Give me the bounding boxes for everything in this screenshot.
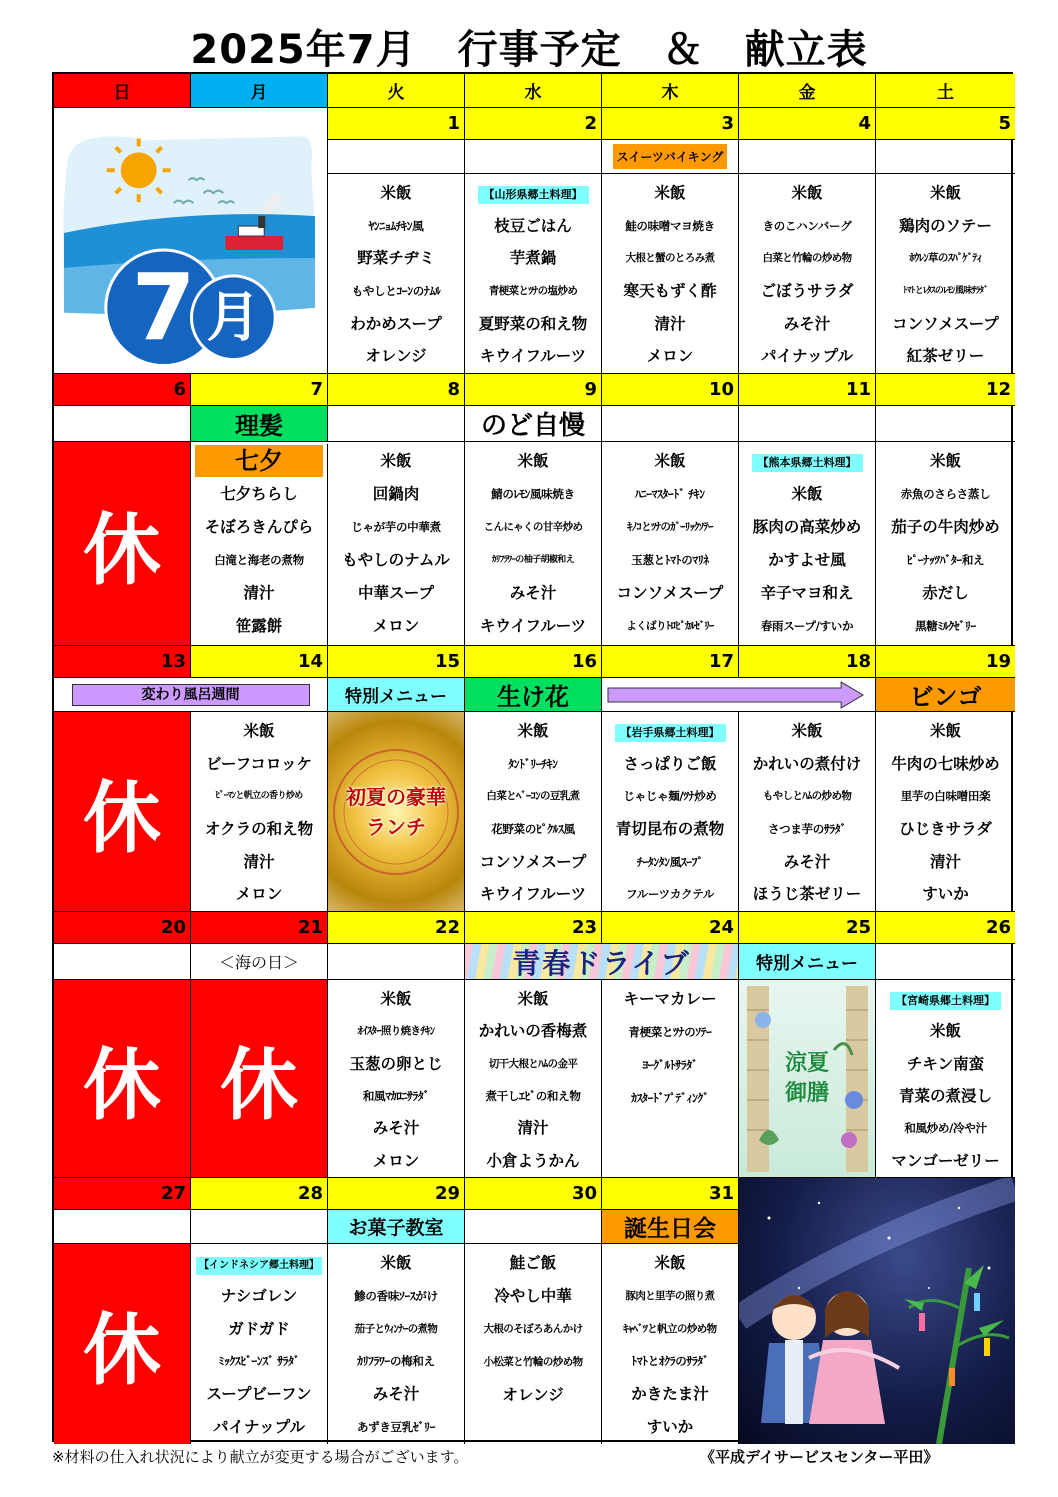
date-31: 31 [602, 1178, 739, 1210]
menu-item: 米飯 [929, 1022, 961, 1041]
menu-item: かれいの煮付け [752, 754, 862, 773]
date-29: 29 [328, 1178, 465, 1210]
event-singing-contest: のど自慢 [465, 406, 602, 442]
menu-jul-30 [465, 1244, 602, 1444]
date-27: 27 [54, 1178, 191, 1210]
event-cell-20 [54, 944, 191, 980]
menu-item: 小松菜と竹輪の炒め物 [483, 1356, 583, 1368]
menu-item: オクラの和え物 [204, 820, 314, 839]
event-cell-3 [602, 140, 739, 174]
event-birthday-party: 誕生日会 [602, 1210, 739, 1244]
date-10: 10 [602, 374, 739, 406]
menu-item: こんにゃくの甘辛炒め [483, 521, 583, 533]
closed-day-20: 休 [54, 980, 191, 1178]
menu-item: ﾊﾆｰﾏｽﾀｰﾄﾞ ﾁｷﾝ [635, 487, 705, 501]
menu-item: 清汁 [654, 314, 686, 333]
menu-item: みそ汁 [372, 1119, 420, 1138]
event-sweets-buffet: スイーツバイキング [613, 144, 728, 169]
menu-item: 里芋の白味噌田楽 [900, 789, 991, 804]
menu-item: 米飯 [380, 1254, 412, 1272]
menu-item: フルーツカクテル [625, 887, 715, 902]
month-badge-number: 7 [131, 254, 196, 362]
arrow-right-icon [602, 678, 875, 712]
menu-item: ﾖｰｸﾞﾙﾄｻﾗﾀﾞ [642, 1058, 698, 1072]
menu-item: さつま芋のｻﾗﾀﾞ [767, 822, 847, 837]
event-youth-drive: 青春ドライブ [465, 944, 739, 980]
weekday-fri: 金 [739, 74, 876, 108]
menu-item: 米飯 [929, 722, 961, 740]
menu-item: 青梗菜とﾂﾅのｿﾃｰ [628, 1025, 712, 1039]
menu-item: さっぱりご飯 [623, 754, 717, 773]
calendar-grid [52, 72, 1013, 1442]
menu-jul-2 [465, 174, 602, 374]
july-illustration [54, 108, 328, 374]
menu-item: もやしとｺｰﾝのﾅﾑﾙ [351, 284, 441, 299]
menu-item: 枝豆ごはん [494, 216, 572, 235]
sun-sea-illustration [54, 108, 327, 374]
menu-item: パイナップル [212, 1418, 306, 1437]
menu-item: ナシゴレン [220, 1286, 298, 1305]
menu-item: 茄子とｳｨﾝﾅｰの煮物 [354, 1322, 438, 1335]
bath-week-cell [54, 678, 328, 712]
menu-item: 笹露餅 [235, 617, 283, 635]
date-21: 21 [191, 912, 328, 944]
weekday-wed: 水 [465, 74, 602, 108]
menu-item: 米飯 [517, 990, 549, 1008]
event-cell-30 [465, 1210, 602, 1244]
menu-jul-26 [876, 980, 1015, 1178]
event-bingo: ビンゴ [876, 678, 1015, 712]
menu-item: 米飯 [380, 452, 412, 470]
menu-jul-28 [191, 1244, 328, 1444]
date-2: 2 [465, 108, 602, 140]
menu-item: オレンジ [502, 1386, 564, 1404]
menu-item: メロン [646, 347, 694, 366]
date-3: 3 [602, 108, 739, 140]
weekday-mon: 月 [191, 74, 328, 108]
event-special-menu-25: 特別メニュー [739, 944, 876, 980]
event-tanabata: 七夕 [195, 445, 323, 477]
cool-summer-set-art [739, 980, 876, 1178]
tanabata-cell [191, 444, 328, 478]
menu-item: ﾄﾏﾄとｵｸﾗのｻﾗﾀﾞ [631, 1354, 709, 1369]
menu-item: 寒天もずく酢 [623, 282, 717, 301]
menu-item: コンソメスープ [892, 314, 999, 333]
menu-item: 白菜と竹輪の炒め物 [762, 252, 852, 265]
scroll-art-line: 涼夏 [784, 1050, 829, 1076]
menu-item: 米飯 [929, 184, 961, 202]
menu-item: ﾄﾏﾄとﾚﾀｽのﾚﾓﾝ風味ｻﾗﾀﾞ [903, 286, 988, 297]
menu-item: ほうじ茶ゼリー [752, 885, 862, 904]
menu-item: 米飯 [380, 990, 412, 1008]
menu-jul-3 [602, 174, 739, 374]
menu-item: 小倉ようかん [486, 1151, 580, 1170]
weekday-sun: 日 [54, 74, 191, 108]
menu-item: 中華スープ [358, 584, 434, 602]
menu-item: ガドガド [228, 1319, 290, 1338]
menu-item: みそ汁 [509, 584, 557, 602]
menu-item: 青菜の煮浸し [898, 1086, 992, 1105]
menu-item: マンゴーゼリー [891, 1151, 1000, 1170]
menu-jul-10 [602, 442, 739, 646]
menu-item: かすよせ風 [768, 551, 846, 569]
menu-item: 鯖のﾚﾓﾝ風味焼き [491, 487, 575, 501]
regional-cuisine-tag: 【熊本県郷土料理】 [752, 454, 863, 472]
ikebana-arrow-cell [602, 678, 876, 712]
tanabata-couple-illustration [739, 1178, 1015, 1444]
menu-item: メロン [235, 885, 283, 904]
regional-cuisine-tag: 【インドネシア郷土料理】 [196, 1257, 322, 1275]
closed-day-21: 休 [191, 980, 328, 1178]
date-15: 15 [328, 646, 465, 678]
menu-item: あずき豆乳ｾﾞﾘｰ [356, 1420, 436, 1435]
menu-item: 和風炒め/冷や汁 [904, 1121, 987, 1136]
menu-item: メロン [372, 1151, 420, 1170]
menu-item: かれいの香梅煮 [478, 1022, 588, 1041]
date-20: 20 [54, 912, 191, 944]
date-19: 19 [876, 646, 1015, 678]
menu-item: ﾁｰﾀﾝﾀﾝ風ｽｰﾌﾟ [637, 854, 703, 869]
date-11: 11 [739, 374, 876, 406]
menu-item: もやしとﾊﾑの炒め物 [762, 790, 852, 803]
menu-jul-14 [191, 712, 328, 912]
menu-item: キウイフルーツ [479, 617, 587, 635]
menu-item: ﾀﾝﾄﾞﾘｰﾁｷﾝ [508, 756, 558, 771]
menu-item: オレンジ [365, 347, 427, 366]
menu-item: わかめスープ [350, 314, 442, 333]
menu-item: 清汁 [929, 852, 961, 871]
date-7: 7 [191, 374, 328, 406]
menu-item: 米飯 [791, 184, 823, 202]
date-24: 24 [602, 912, 739, 944]
menu-item: 清汁 [243, 584, 275, 602]
menu-item: もやしのナムル [342, 551, 450, 569]
menu-item: ｶﾘﾌﾗﾜｰの柚子胡椒和え [491, 555, 575, 565]
menu-jul-29 [328, 1244, 465, 1444]
date-12: 12 [876, 374, 1015, 406]
event-ikebana: 生け花 [465, 678, 602, 712]
footer-note: ※材料の仕入れ状況により献立が変更する場合がございます。 [52, 1448, 469, 1466]
menu-jul-8 [328, 442, 465, 646]
menu-item: 花野菜のﾋﾟｸﾙｽ風 [491, 822, 575, 837]
tanabata-illustration [739, 1178, 1015, 1444]
menu-jul-12 [876, 442, 1015, 646]
date-4: 4 [739, 108, 876, 140]
page-title: 2025年7月 行事予定 ＆ 献立表 [190, 27, 868, 73]
menu-jul-16 [465, 712, 602, 912]
menu-item: 青梗菜とﾂﾅの塩炒め [488, 285, 578, 298]
regional-cuisine-tag: 【山形県郷土料理】 [478, 186, 589, 204]
event-cell-5 [876, 140, 1015, 174]
facility-name: 《平成デイサービスセンター平田》 [700, 1448, 939, 1466]
date-1: 1 [328, 108, 465, 140]
event-marine-day: ＜海の日＞ [191, 944, 328, 980]
menu-item: 切干大根とﾊﾑの金平 [488, 1057, 578, 1070]
event-haircut: 理髪 [191, 406, 328, 442]
menu-item: 清汁 [243, 852, 275, 871]
menu-item: ごぼうサラダ [760, 282, 854, 301]
menu-item: 七夕ちらし [220, 485, 298, 503]
menu-item: 辛子マヨ和え [760, 584, 854, 602]
menu-item: 米飯 [929, 452, 961, 470]
menu-item: 夏野菜の和え物 [478, 314, 588, 333]
event-cell-10 [602, 406, 739, 442]
menu-item: みそ汁 [783, 314, 831, 333]
menu-item: すいか [922, 885, 969, 904]
menu-item: ｶｽﾀｰﾄﾞﾌﾟﾃﾞｨﾝｸﾞ [631, 1091, 709, 1105]
menu-item: 豚肉の高菜炒め [752, 518, 862, 536]
event-cell-4 [739, 140, 876, 174]
menu-item: ﾋﾟｰﾏﾝと帆立の香り炒め [215, 791, 303, 802]
menu-item: 米飯 [517, 452, 549, 470]
date-6: 6 [54, 374, 191, 406]
menu-item: 青切昆布の煮物 [615, 820, 725, 839]
menu-item: 大根のそぼろあんかけ [483, 1323, 583, 1335]
menu-item: 米飯 [791, 722, 823, 740]
menu-item: 紅茶ゼリー [906, 347, 985, 366]
date-13: 13 [54, 646, 191, 678]
menu-jul-18 [739, 712, 876, 912]
menu-jul-7 [191, 478, 328, 646]
menu-item: ｵｲｽﾀｰ照り焼きﾁｷﾝ [357, 1025, 435, 1038]
date-9: 9 [465, 374, 602, 406]
menu-item: ひじきサラダ [899, 820, 992, 839]
event-cell-8 [328, 406, 465, 442]
event-cell-22 [328, 944, 465, 980]
menu-item: 鮭ご飯 [509, 1254, 557, 1272]
menu-item: みそ汁 [783, 852, 831, 871]
menu-item: よくばりﾄﾛﾋﾟｶﾙｾﾞﾘｰ [626, 620, 714, 632]
menu-item: コンソメスープ [479, 852, 587, 871]
menu-item: 赤だし [922, 584, 969, 602]
menu-item: パイナップル [760, 347, 854, 366]
menu-item: そぼろきんぴら [204, 518, 314, 536]
menu-item: ﾐｯｸｽﾋﾞｰﾝｽﾞ ｻﾗﾀﾞ [218, 1354, 300, 1369]
closed-day-13: 休 [54, 712, 191, 912]
menu-jul-9 [465, 442, 602, 646]
menu-jul-5 [876, 174, 1015, 374]
menu-jul-24 [602, 980, 739, 1178]
weekday-tue: 火 [328, 74, 465, 108]
menu-item: 米飯 [654, 184, 686, 202]
menu-item: 鶏肉のソテー [899, 216, 992, 235]
menu-item: コンソメスープ [616, 584, 724, 602]
menu-item: 玉葱の卵とじ [349, 1054, 443, 1073]
menu-item: 白菜とﾍﾞｰｺﾝの豆乳煮 [486, 790, 580, 803]
menu-item: キウイフルーツ [479, 885, 587, 904]
menu-item: メロン [372, 617, 420, 635]
menu-item: 大根と蟹のとろみ煮 [625, 252, 715, 265]
menu-item: 冷やし中華 [494, 1287, 572, 1305]
event-cell-12 [876, 406, 1015, 442]
menu-item: 白滝と海老の煮物 [214, 553, 304, 567]
menu-item: 米飯 [791, 485, 823, 503]
menu-item: 和風ﾏｶﾛﾆｻﾗﾀﾞ [362, 1088, 430, 1103]
menu-item: ｷﾉｺとﾂﾅのｶﾞｰﾘｯｸｿﾃｰ [627, 521, 713, 533]
menu-item: じゃが芋の中華煮 [351, 520, 441, 534]
menu-item: チキン南蛮 [906, 1054, 985, 1073]
date-8: 8 [328, 374, 465, 406]
lunch-art-line: ランチ [366, 814, 426, 839]
menu-item: 鯵の香味ｿｰｽがけ [354, 1288, 438, 1303]
menu-jul-31 [602, 1244, 739, 1444]
menu-item: 春雨スープ/すいか [760, 619, 854, 633]
menu-jul-17 [602, 712, 739, 912]
menu-item: みそ汁 [372, 1385, 420, 1404]
menu-item: 芋煮鍋 [509, 249, 557, 268]
event-cell-26 [876, 944, 1015, 980]
menu-item: 茄子の牛肉炒め [891, 518, 1000, 536]
closed-day-27: 休 [54, 1244, 191, 1444]
date-30: 30 [465, 1178, 602, 1210]
menu-item: 黒糖ﾐﾙｸｾﾞﾘｰ [915, 619, 976, 633]
menu-item: かきたま汁 [631, 1385, 709, 1404]
date-18: 18 [739, 646, 876, 678]
menu-item: ビーフコロッケ [205, 754, 313, 773]
event-special-menu-15: 特別メニュー [328, 678, 465, 712]
closed-day-6: 休 [54, 442, 191, 646]
menu-item: きのこハンバーグ [762, 218, 852, 233]
menu-item: 米飯 [654, 452, 686, 470]
menu-item: キーマカレー [623, 990, 717, 1008]
weekday-sat: 土 [876, 74, 1015, 108]
menu-item: 豚肉と里芋の照り煮 [625, 1289, 715, 1302]
menu-item: 野菜チヂミ [357, 249, 435, 268]
date-5: 5 [876, 108, 1015, 140]
menu-item: 回鍋肉 [372, 485, 420, 503]
menu-jul-11 [739, 442, 876, 646]
bamboo-icon [904, 1265, 1009, 1444]
date-16: 16 [465, 646, 602, 678]
month-badge-unit: 月 [206, 285, 261, 349]
event-cell-1 [328, 140, 465, 174]
menu-item: すいか [646, 1418, 694, 1437]
menu-item: 牛肉の七味炒め [891, 754, 1000, 773]
menu-jul-4 [739, 174, 876, 374]
weekday-thu: 木 [602, 74, 739, 108]
menu-item: 玉葱とﾄﾏﾄのﾏﾘﾈ [631, 553, 709, 567]
event-bath-week: 変わり風呂週間 [72, 684, 310, 706]
menu-jul-23 [465, 980, 602, 1178]
event-cell-28 [191, 1210, 328, 1244]
menu-jul-1 [328, 174, 465, 374]
date-28: 28 [191, 1178, 328, 1210]
menu-item: じゃじゃ麺/ﾂﾅ炒め [623, 789, 717, 804]
date-26: 26 [876, 912, 1015, 944]
scroll-art-line: 御膳 [784, 1080, 829, 1106]
lunch-art-line: 初夏の豪華 [346, 784, 446, 809]
event-cell-11 [739, 406, 876, 442]
menu-item: 赤魚のさらさ蒸し [900, 487, 991, 501]
menu-item: 清汁 [517, 1119, 549, 1138]
menu-item: 鮭の味噌マヨ焼き [625, 218, 715, 233]
event-cell-2 [465, 140, 602, 174]
menu-item: 米飯 [380, 184, 412, 202]
early-summer-lunch-art [328, 712, 465, 912]
date-17: 17 [602, 646, 739, 678]
menu-item: ﾋﾟｰﾅｯﾂﾊﾞﾀｰ和え [906, 553, 985, 567]
menu-item: ｶﾘﾌﾗﾜｰの梅和え [357, 1354, 435, 1369]
menu-jul-19 [876, 712, 1015, 912]
menu-item: 米飯 [517, 722, 549, 740]
event-cell-27 [54, 1210, 191, 1244]
menu-item: ｷｬﾍﾞﾂと帆立の炒め物 [623, 1322, 717, 1335]
regional-cuisine-tag: 【宮崎県郷土料理】 [890, 992, 1001, 1010]
menu-item: キウイフルーツ [479, 347, 587, 366]
menu-item: ﾎｳﾚﾝ草のｽﾊﾟｹﾞﾃｨ [909, 252, 982, 265]
date-22: 22 [328, 912, 465, 944]
menu-item: スープビーフン [206, 1385, 312, 1404]
menu-item: 煮干しｴﾋﾞの和え物 [485, 1088, 581, 1103]
event-cell-6 [54, 406, 191, 442]
menu-jul-22 [328, 980, 465, 1178]
menu-item: ﾔﾝﾆｮﾑﾁｷﾝ風 [368, 218, 424, 233]
menu-item: 米飯 [243, 722, 275, 740]
orihime-icon [809, 1291, 899, 1424]
date-23: 23 [465, 912, 602, 944]
date-14: 14 [191, 646, 328, 678]
date-25: 25 [739, 912, 876, 944]
regional-cuisine-tag: 【岩手県郷土料理】 [615, 724, 726, 742]
event-sweets-class: お菓子教室 [328, 1210, 465, 1244]
menu-item: 米飯 [654, 1254, 686, 1272]
